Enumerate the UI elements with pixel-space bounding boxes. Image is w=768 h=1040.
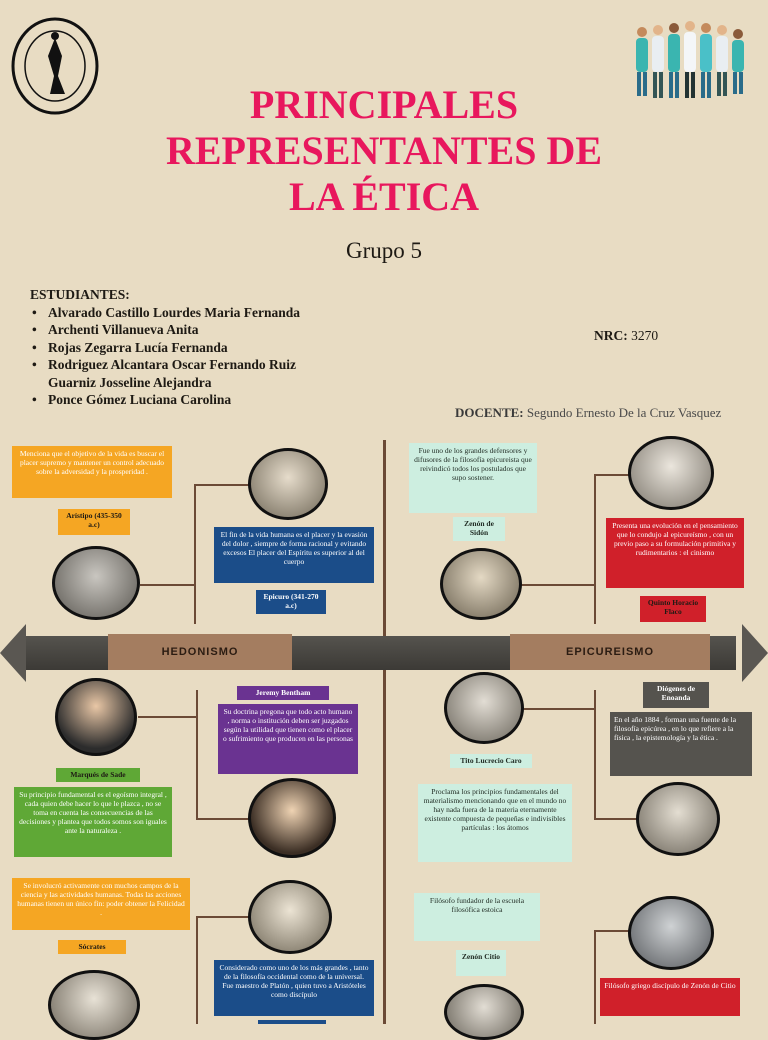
student-item: • Alvarado Castillo Lourdes Maria Fernanda [30, 304, 300, 322]
diogenes-portrait [636, 782, 720, 856]
nrc [594, 328, 658, 344]
diogenes-name: Diógenes de Enoanda [643, 682, 709, 708]
hedonismo-label: HEDONISMO [108, 634, 292, 670]
student-item: • Rodriguez Alcantara Oscar Fernando Ruiz [30, 356, 300, 374]
aristipo-portrait [52, 546, 140, 620]
student-item: Guarniz Josseline Alejandra [48, 374, 212, 390]
connector-right-upper-h2 [520, 584, 596, 586]
students-heading: ESTUDIANTES: [30, 287, 130, 302]
aristoteles-description: Considerado como uno de los más grandes , tanto de la filosofía occidental como de la universal. Fue maestro de Platón , quien tuvo a Aristóteles como discípulo [214, 960, 374, 1016]
zenon-citio-description: Filósofo fundador de la escuela filosófica estoica [414, 893, 540, 941]
bentham-name: Jeremy Bentham [237, 686, 329, 700]
title-line-1: PRINCIPALES [249, 82, 519, 127]
student-item: • Rojas Zegarra Lucía Fernanda [30, 339, 300, 357]
connector-right-lower-h [522, 708, 596, 710]
horacio-name: Quinto Horacio Flaco [640, 596, 706, 622]
cleantes-description: Filósofo griego discípulo de Zenón de Citio [600, 978, 740, 1016]
docente-label: DOCENTE: [455, 405, 524, 420]
arrow-right-icon [742, 624, 768, 682]
connector-left-lower [196, 690, 198, 820]
epicuro-portrait [248, 448, 328, 520]
connector-left-bottom [196, 916, 198, 1024]
bentham-description: Su doctrina pregona que todo acto humano , norma o institución deben ser juzgados según la utilidad que tienen como el placer o sufrimiento que producen en las personas [218, 704, 358, 774]
epicureismo-label: EPICUREISMO [510, 634, 710, 670]
epicuro-description: El fin de la vida humana es el placer y la evasión del dolor , siempre de forma racional y evitando excesos El placer del Espíritu es superior al del cuerpo [214, 527, 374, 583]
connector-right-bottom [594, 930, 596, 1024]
docente [455, 405, 721, 421]
connector-left-upper-h [194, 484, 250, 486]
group-label: Grupo 5 [345, 238, 423, 263]
student-item: • Archenti Villanueva Anita [30, 321, 300, 339]
lucrecio-portrait [444, 672, 524, 744]
aristipo-name: Arístipo (435-350 a.c) [58, 509, 130, 535]
nrc-label: NRC: [594, 328, 628, 343]
zenon-sidon-portrait [440, 548, 522, 620]
aristoteles-portrait [248, 880, 332, 954]
title-line-3: LA ÉTICA [288, 174, 480, 219]
zenon-citio-portrait [444, 984, 524, 1040]
nrc-value: 3270 [631, 328, 659, 343]
connector-left-bottom-h [196, 916, 250, 918]
zenon-sidon-description: Fue uno de los grandes defensores y difusores de la filosofía epicureista que reivindicó todos los postulados que supo sostener. [409, 443, 537, 513]
aristipo-description: Menciona que el objetivo de la vida es buscar el placer supremo y mantener un control adecuado sobre la adversidad y la prosperidad . [12, 446, 172, 498]
socrates-name: Sócrates [58, 940, 126, 954]
sade-name: Marqués de Sade [56, 768, 140, 782]
connector-right-bottom-h [594, 930, 630, 932]
connector-right-upper-h [594, 474, 630, 476]
student-item: • Ponce Gómez Luciana Carolina [30, 391, 300, 409]
sade-portrait [55, 678, 137, 756]
connector-left-upper [194, 484, 196, 624]
bentham-portrait [248, 778, 336, 858]
diogenes-description: En el año 1884 , forman una fuente de la filosofía epicúrea , en lo que refiere a la física , la epistemología y la ética . [610, 712, 752, 776]
arrow-left-icon [0, 624, 26, 682]
connector-left-lower-h2 [196, 818, 250, 820]
horacio-portrait [628, 436, 714, 510]
epicuro-name: Epicuro (341-270 a.c) [256, 590, 326, 614]
connector-left-vertical [383, 440, 386, 1024]
page-title [0, 82, 768, 220]
socrates-portrait [48, 970, 140, 1040]
zenon-citio-name: Zenón Citio [456, 950, 506, 976]
socrates-description: Se involucró activamente con muchos campos de la ciencia y las actividades humanas. Todas las acciones humanas tienen un único fin: poder obtener la Felicidad . [12, 878, 190, 930]
title-line-2: REPRESENTANTES DE [165, 128, 603, 173]
docente-value: Segundo Ernesto De la Cruz Vasquez [526, 405, 722, 420]
zenon-sidon-name: Zenón de Sidón [453, 517, 505, 541]
connector-right-upper [594, 474, 596, 624]
sade-description: Su principio fundamental es el egoísmo integral , cada quien debe hacer lo que le plazca , no se toma en cuenta las consecuencias de las decisiones y plantea que todos somos son iguales ante la naturaleza . [14, 787, 172, 857]
horacio-description: Presenta una evolución en el pensamiento que lo condujo al epicureísmo , con un previo paso a su formulación primitiva y rudimentarios : el cinismo [606, 518, 744, 588]
cleantes-portrait [628, 896, 714, 970]
lucrecio-description: Proclama los principios fundamentales del materialismo mencionando que en el mundo no hay nada fuera de la materia eternamente existente compuesta de pequeñas e indivisibles partículas : los átomos [418, 784, 572, 862]
connector-right-lower-h2 [594, 818, 638, 820]
aristoteles-name-tab [258, 1020, 326, 1024]
connector-left-upper-h2 [140, 584, 196, 586]
lucrecio-name: Tito Lucrecio Caro [450, 754, 532, 768]
connector-left-lower-h [138, 716, 198, 718]
students-list [30, 286, 300, 409]
